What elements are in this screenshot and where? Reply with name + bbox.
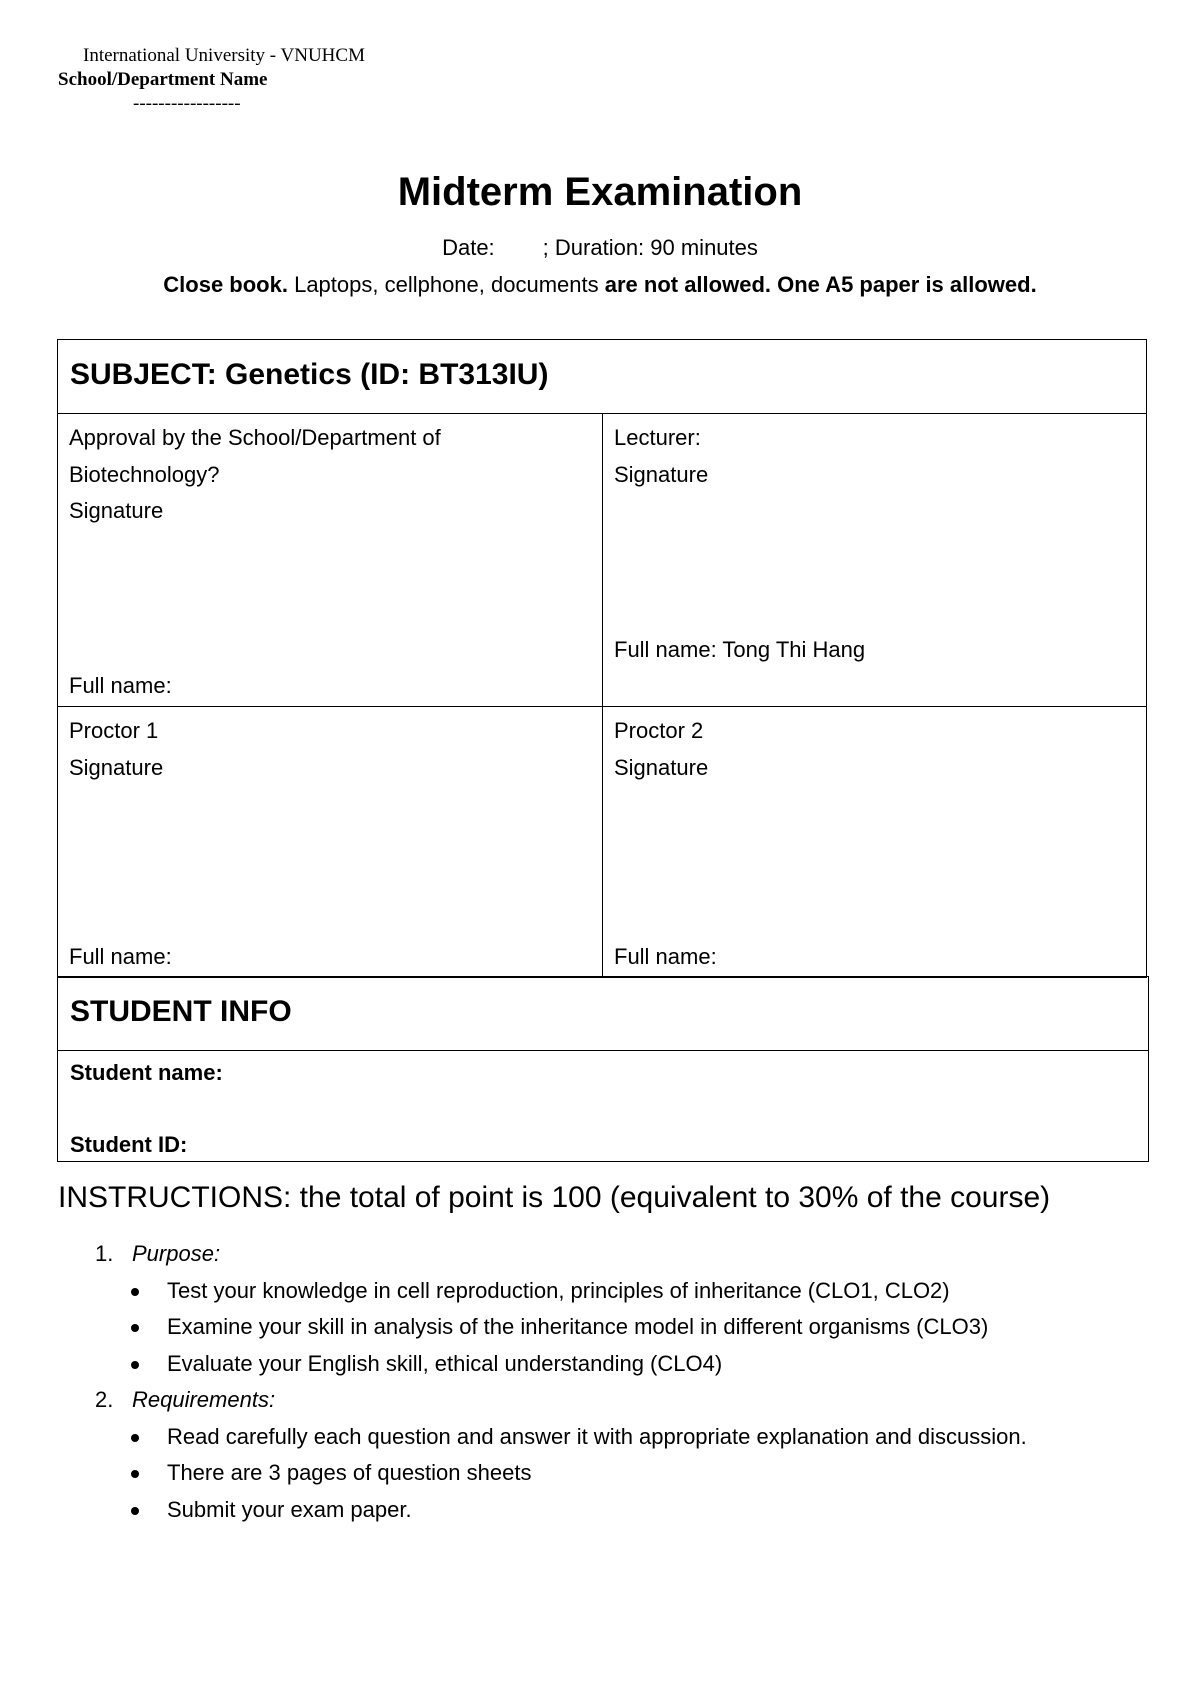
instructions-list (0, 1236, 1200, 1528)
rules-items: Laptops, cellphone, documents (287, 272, 605, 297)
section-title: Purpose: (132, 1241, 221, 1266)
proctor2-cell (602, 707, 1146, 977)
student-info-heading: STUDENT INFO (58, 977, 1148, 1051)
approval-label: Approval by the School/Department of Biotechnology? (69, 425, 441, 487)
bullet-icon (131, 1324, 139, 1332)
bullet-icon (131, 1288, 139, 1296)
subject-table (57, 339, 1147, 978)
requirements-section (0, 1382, 1200, 1419)
proctor1-label: Proctor 1 (69, 718, 159, 743)
proctor2-label: Proctor 2 (614, 718, 704, 743)
bullet-icon (131, 1361, 139, 1369)
proctor2-fullname: Full name: (614, 943, 717, 969)
duration-text: ; Duration: 90 minutes (542, 235, 758, 260)
rules-not-allowed: are not allowed. One A5 paper is allowed. (604, 272, 1037, 297)
section-number: 2. (95, 1387, 114, 1412)
date-label: Date: (442, 235, 495, 260)
list-item-text: Read carefully each question and answer it with appropriate explanation and discussion. (167, 1423, 1027, 1449)
proctor1-cell (58, 707, 602, 977)
university-name: International University - VNUHCM (83, 45, 365, 66)
list-item (0, 1419, 1200, 1456)
student-name-label: Student name: (70, 1060, 223, 1085)
list-item-text: There are 3 pages of question sheets (167, 1460, 532, 1485)
approval-signature-label: Signature (69, 498, 164, 523)
bullet-icon (131, 1434, 139, 1442)
proctor2-signature-label: Signature (614, 754, 709, 780)
list-item (0, 1455, 1200, 1492)
list-item (0, 1346, 1200, 1383)
bullet-icon (131, 1507, 139, 1515)
list-item-text: Test your knowledge in cell reproduction, principles of inheritance (CLO1, CLO2) (167, 1277, 950, 1303)
student-info-body (58, 1051, 1148, 1163)
list-item (0, 1309, 1200, 1346)
approval-row (58, 414, 1146, 707)
approval-cell (58, 414, 602, 706)
university-header (58, 44, 365, 116)
student-id-label: Student ID: (70, 1132, 188, 1157)
date-duration-line (0, 233, 1200, 263)
list-item (0, 1492, 1200, 1529)
department-name: School/Department Name (58, 69, 268, 90)
list-item-text: Evaluate your English skill, ethical understanding (CLO4) (167, 1350, 723, 1376)
student-info-table (57, 976, 1149, 1162)
subject-heading: SUBJECT: Genetics (ID: BT313IU) (58, 340, 1146, 414)
exam-title: Midterm Examination (397, 170, 803, 214)
rules-close-book: Close book. (163, 272, 288, 297)
bullet-icon (131, 1470, 139, 1478)
proctor1-fullname: Full name: (69, 943, 172, 969)
lecturer-label: Lecturer: (614, 425, 701, 450)
instructions-heading: INSTRUCTIONS: the total of point is 100 (equivalent to 30% of the course) (58, 1181, 1051, 1214)
exam-rules (0, 270, 1200, 300)
approval-fullname: Full name: (69, 672, 172, 698)
proctor-row (58, 707, 1146, 977)
list-item-text: Submit your exam paper. (167, 1496, 412, 1522)
purpose-section (0, 1236, 1200, 1273)
header-separator: ----------------- (133, 93, 241, 114)
lecturer-fullname: Full name: Tong Thi Hang (614, 636, 866, 662)
list-item-text: Examine your skill in analysis of the inheritance model in different organisms (CLO3) (167, 1314, 989, 1339)
lecturer-cell (602, 414, 1146, 706)
lecturer-signature-label: Signature (614, 461, 709, 487)
section-title: Requirements: (132, 1387, 276, 1412)
proctor1-signature-label: Signature (69, 754, 164, 780)
section-number: 1. (95, 1241, 114, 1266)
list-item (0, 1273, 1200, 1310)
